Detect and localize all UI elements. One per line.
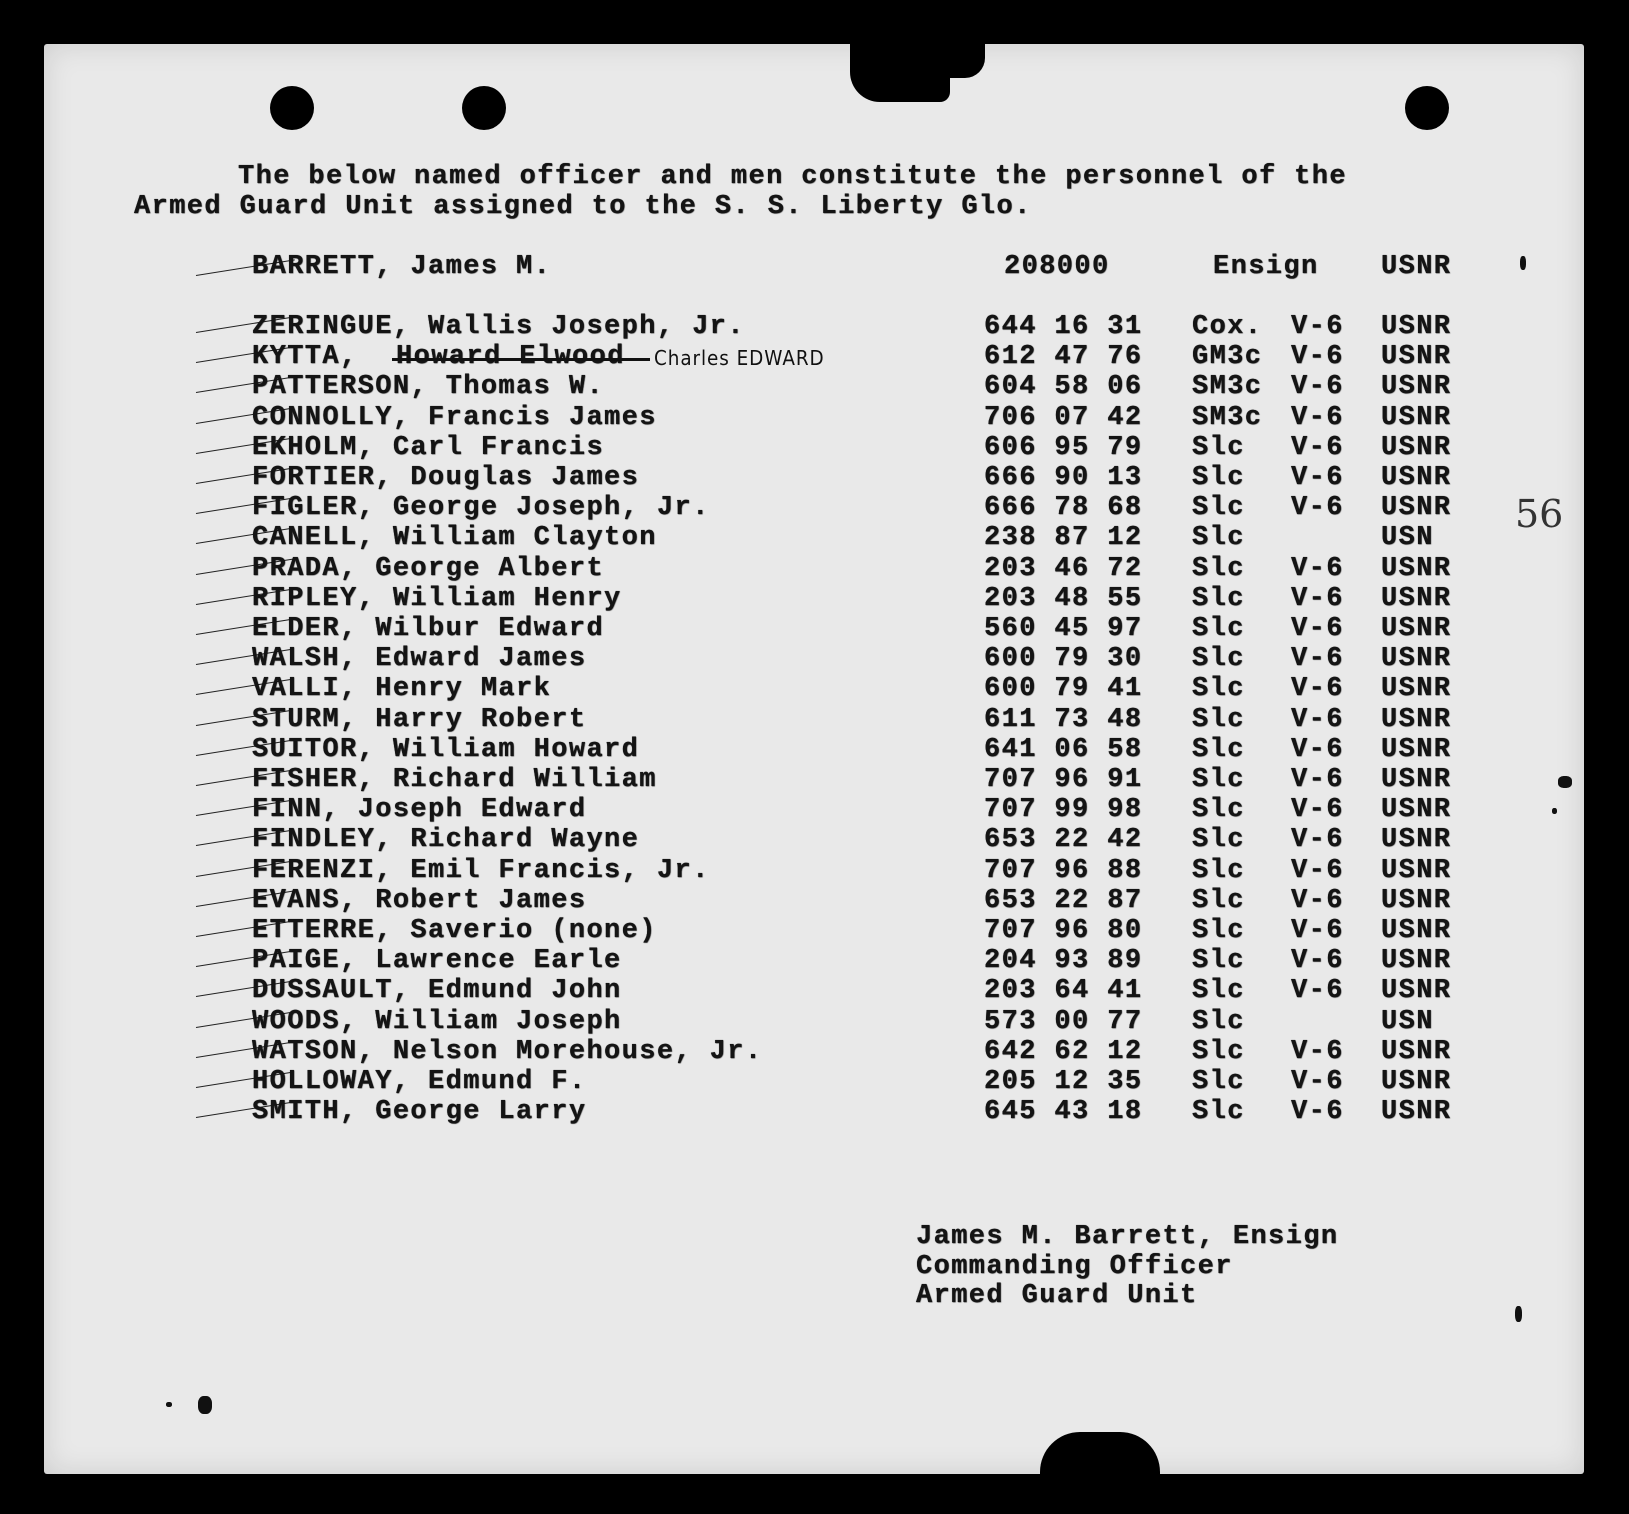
crew-rating: Slc — [1192, 493, 1245, 523]
crew-service-number: 238 87 12 — [984, 523, 1143, 553]
crew-service: USNR — [1381, 463, 1452, 493]
crew-service-number: 645 43 18 — [984, 1097, 1143, 1127]
crew-name: ELDER, Wilbur Edward — [252, 614, 605, 644]
crew-class: V-6 — [1291, 946, 1344, 976]
crew-class: V-6 — [1291, 312, 1344, 342]
crew-rating: Slc — [1192, 674, 1245, 704]
crew-name: EKHOLM, Carl Francis — [252, 433, 605, 463]
crew-service-number: 611 73 48 — [984, 705, 1143, 735]
crew-service: USNR — [1381, 825, 1452, 855]
crew-class: V-6 — [1291, 614, 1344, 644]
crew-service-number: 606 95 79 — [984, 433, 1143, 463]
crew-class: V-6 — [1291, 825, 1344, 855]
crew-service: USNR — [1381, 644, 1452, 674]
crew-rating: Slc — [1192, 705, 1245, 735]
crew-rating: Slc — [1192, 825, 1245, 855]
crew-service: USNR — [1381, 705, 1452, 735]
crew-name: FISHER, Richard William — [252, 765, 657, 795]
crew-name: FINDLEY, Richard Wayne — [252, 825, 640, 855]
crew-class: V-6 — [1291, 1067, 1344, 1097]
crew-service: USNR — [1381, 614, 1452, 644]
crew-class: V-6 — [1291, 554, 1344, 584]
crew-rating: GM3c — [1192, 342, 1263, 372]
crew-service: USNR — [1381, 946, 1452, 976]
crew-name: RIPLEY, William Henry — [252, 584, 622, 614]
speck — [198, 1396, 212, 1414]
crew-class: V-6 — [1291, 372, 1344, 402]
crew-service-number: 204 93 89 — [984, 946, 1143, 976]
crew-name: STURM, Harry Robert — [252, 705, 587, 735]
crew-service-number: 666 90 13 — [984, 463, 1143, 493]
crew-service: USNR — [1381, 342, 1452, 372]
crew-name: WALSH, Edward James — [252, 644, 587, 674]
crew-service: USNR — [1381, 1067, 1452, 1097]
speck — [1515, 1306, 1522, 1322]
crew-name: CANELL, William Clayton — [252, 523, 657, 553]
crew-service-number: 666 78 68 — [984, 493, 1143, 523]
crew-rating: Slc — [1192, 856, 1245, 886]
crew-name: EVANS, Robert James — [252, 886, 587, 916]
torn-edge — [940, 40, 985, 78]
signature-line-1: James M. Barrett, Ensign — [916, 1222, 1339, 1252]
crew-class: V-6 — [1291, 584, 1344, 614]
crew-name: SUITOR, William Howard — [252, 735, 640, 765]
crew-class: V-6 — [1291, 1097, 1344, 1127]
crew-name: WATSON, Nelson Morehouse, Jr. — [252, 1037, 763, 1067]
crew-service-number: 653 22 87 — [984, 886, 1143, 916]
crew-rating: Slc — [1192, 1097, 1245, 1127]
crew-rating: Slc — [1192, 1067, 1245, 1097]
crew-class: V-6 — [1291, 735, 1344, 765]
crew-service: USNR — [1381, 976, 1452, 1006]
crew-class: V-6 — [1291, 433, 1344, 463]
officer-name: BARRETT, James M. — [252, 252, 552, 282]
crew-service-number: 641 06 58 — [984, 735, 1143, 765]
punch-hole — [462, 86, 506, 130]
crew-class: V-6 — [1291, 765, 1344, 795]
crew-service-number: 573 00 77 — [984, 1007, 1143, 1037]
crew-service: USNR — [1381, 795, 1452, 825]
speck — [1558, 776, 1572, 788]
officer-service: USNR — [1381, 252, 1452, 282]
signature-line-3: Armed Guard Unit — [916, 1281, 1198, 1311]
crew-class: V-6 — [1291, 976, 1344, 1006]
crew-service-number: 612 47 76 — [984, 342, 1143, 372]
crew-class: V-6 — [1291, 674, 1344, 704]
crew-service-number: 604 58 06 — [984, 372, 1143, 402]
crew-service-number: 707 96 80 — [984, 916, 1143, 946]
crew-service: USNR — [1381, 493, 1452, 523]
crew-rating: Slc — [1192, 644, 1245, 674]
crew-name: FINN, Joseph Edward — [252, 795, 587, 825]
crew-name: WOODS, William Joseph — [252, 1007, 622, 1037]
crew-name: SMITH, George Larry — [252, 1097, 587, 1127]
strikethrough — [392, 358, 650, 361]
crew-class: V-6 — [1291, 463, 1344, 493]
crew-service: USNR — [1381, 403, 1452, 433]
signature-line-2: Commanding Officer — [916, 1252, 1233, 1282]
crew-class: V-6 — [1291, 342, 1344, 372]
torn-edge — [850, 40, 950, 102]
crew-service: USNR — [1381, 735, 1452, 765]
crew-class: V-6 — [1291, 644, 1344, 674]
crew-service-number: 642 62 12 — [984, 1037, 1143, 1067]
crew-class: V-6 — [1291, 795, 1344, 825]
crew-service-number: 653 22 42 — [984, 825, 1143, 855]
crew-service-number: 205 12 35 — [984, 1067, 1143, 1097]
crew-rating: Slc — [1192, 523, 1245, 553]
struck-name: Howard Elwood — [396, 342, 625, 372]
crew-service: USN — [1381, 523, 1434, 553]
crew-rating: Slc — [1192, 946, 1245, 976]
crew-service: USNR — [1381, 554, 1452, 584]
crew-rating: Slc — [1192, 765, 1245, 795]
page-number: 56 — [1515, 492, 1564, 536]
crew-service: USNR — [1381, 916, 1452, 946]
crew-service-number: 203 64 41 — [984, 976, 1143, 1006]
crew-service: USNR — [1381, 372, 1452, 402]
crew-name: DUSSAULT, Edmund John — [252, 976, 622, 1006]
crew-class: V-6 — [1291, 1037, 1344, 1067]
punch-hole — [270, 86, 314, 130]
crew-rating: SM3c — [1192, 372, 1263, 402]
crew-rating: Slc — [1192, 886, 1245, 916]
crew-service: USNR — [1381, 1097, 1452, 1127]
crew-name: FORTIER, Douglas James — [252, 463, 640, 493]
intro-line-1: The below named officer and men constitute the personnel of the — [238, 162, 1347, 192]
crew-service: USNR — [1381, 312, 1452, 342]
crew-rating: Slc — [1192, 1037, 1245, 1067]
crew-class: V-6 — [1291, 403, 1344, 433]
crew-service-number: 706 07 42 — [984, 403, 1143, 433]
crew-rating: Slc — [1192, 735, 1245, 765]
crew-service: USNR — [1381, 674, 1452, 704]
crew-name: HOLLOWAY, Edmund F. — [252, 1067, 587, 1097]
crew-service: USNR — [1381, 886, 1452, 916]
crew-name: PRADA, George Albert — [252, 554, 605, 584]
speck — [166, 1402, 172, 1407]
officer-rank: Ensign — [1213, 252, 1319, 282]
crew-name: FERENZI, Emil Francis, Jr. — [252, 856, 710, 886]
crew-service-number: 203 46 72 — [984, 554, 1143, 584]
crew-rating: Slc — [1192, 463, 1245, 493]
crew-service: USNR — [1381, 433, 1452, 463]
torn-edge — [1040, 1432, 1160, 1482]
officer-number: 208000 — [1004, 252, 1110, 282]
crew-surname: KYTTA, — [252, 342, 358, 372]
crew-class: V-6 — [1291, 705, 1344, 735]
crew-name: PAIGE, Lawrence Earle — [252, 946, 622, 976]
crew-service: USNR — [1381, 765, 1452, 795]
handwritten-correction: Charles EDWARD — [654, 346, 825, 370]
crew-service-number: 203 48 55 — [984, 584, 1143, 614]
crew-service-number: 600 79 41 — [984, 674, 1143, 704]
speck — [1520, 256, 1526, 270]
crew-service: USN — [1381, 1007, 1434, 1037]
crew-name: VALLI, Henry Mark — [252, 674, 552, 704]
crew-service-number: 707 99 98 — [984, 795, 1143, 825]
crew-rating: Slc — [1192, 916, 1245, 946]
crew-rating: SM3c — [1192, 403, 1263, 433]
crew-name: ETTERRE, Saverio (none) — [252, 916, 657, 946]
crew-rating: Slc — [1192, 614, 1245, 644]
crew-rating: Slc — [1192, 554, 1245, 584]
crew-class: V-6 — [1291, 886, 1344, 916]
crew-name: PATTERSON, Thomas W. — [252, 372, 605, 402]
crew-rating: Slc — [1192, 795, 1245, 825]
crew-service-number: 644 16 31 — [984, 312, 1143, 342]
crew-service-number: 707 96 91 — [984, 765, 1143, 795]
crew-class: V-6 — [1291, 916, 1344, 946]
crew-service: USNR — [1381, 856, 1452, 886]
crew-rating: Slc — [1192, 1007, 1245, 1037]
crew-service-number: 707 96 88 — [984, 856, 1143, 886]
crew-service-number: 560 45 97 — [984, 614, 1143, 644]
crew-rating: Cox. — [1192, 312, 1263, 342]
punch-hole — [1405, 86, 1449, 130]
crew-service-number: 600 79 30 — [984, 644, 1143, 674]
speck — [1552, 808, 1557, 814]
crew-service: USNR — [1381, 1037, 1452, 1067]
crew-class: V-6 — [1291, 856, 1344, 886]
crew-rating: Slc — [1192, 584, 1245, 614]
crew-rating: Slc — [1192, 433, 1245, 463]
crew-name: CONNOLLY, Francis James — [252, 403, 657, 433]
crew-class: V-6 — [1291, 493, 1344, 523]
intro-line-2: Armed Guard Unit assigned to the S. S. Liberty Glo. — [134, 192, 1032, 222]
crew-rating: Slc — [1192, 976, 1245, 1006]
crew-service: USNR — [1381, 584, 1452, 614]
crew-name: FIGLER, George Joseph, Jr. — [252, 493, 710, 523]
crew-name: ZERINGUE, Wallis Joseph, Jr. — [252, 312, 745, 342]
